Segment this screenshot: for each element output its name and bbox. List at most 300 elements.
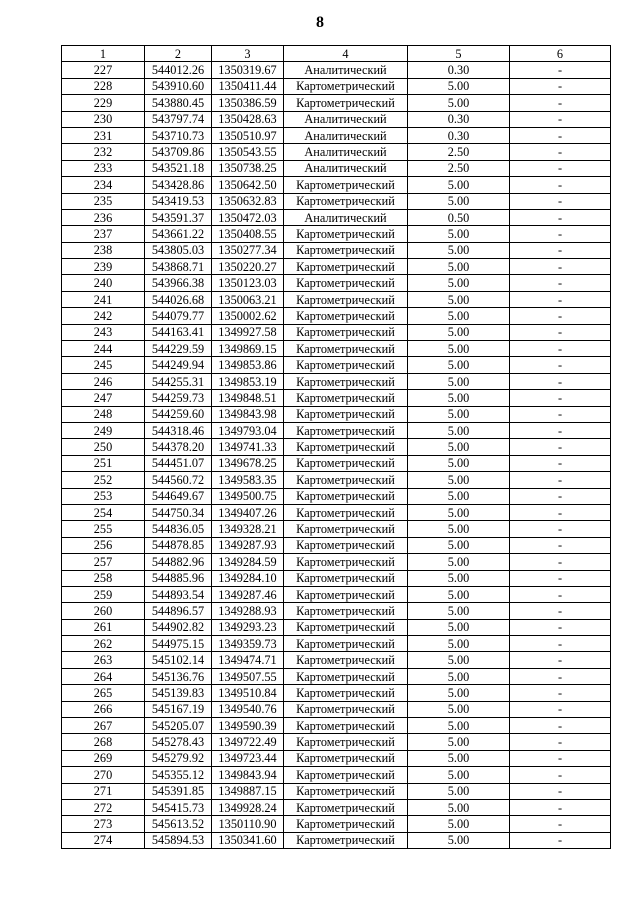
note-cell: -	[510, 324, 611, 340]
method-cell: Картометрический	[284, 324, 408, 340]
y-coordinate-cell: 1349328.21	[212, 521, 284, 537]
accuracy-cell: 5.00	[408, 78, 510, 94]
note-cell: -	[510, 799, 611, 815]
note-cell: -	[510, 406, 611, 422]
method-cell: Картометрический	[284, 685, 408, 701]
point-number-cell: 256	[62, 537, 145, 553]
accuracy-cell: 5.00	[408, 783, 510, 799]
accuracy-cell: 2.50	[408, 144, 510, 160]
accuracy-cell: 0.30	[408, 111, 510, 127]
x-coordinate-cell: 543661.22	[145, 226, 212, 242]
point-number-cell: 255	[62, 521, 145, 537]
y-coordinate-cell: 1349722.49	[212, 734, 284, 750]
x-coordinate-cell: 544560.72	[145, 472, 212, 488]
note-cell: -	[510, 832, 611, 848]
table-row	[62, 734, 611, 750]
table-row	[62, 193, 611, 209]
x-coordinate-cell: 544259.60	[145, 406, 212, 422]
table-row	[62, 799, 611, 815]
table-row	[62, 537, 611, 553]
note-cell: -	[510, 209, 611, 225]
note-cell: -	[510, 341, 611, 357]
column-header-1: 1	[62, 46, 145, 62]
point-number-cell: 229	[62, 95, 145, 111]
note-cell: -	[510, 652, 611, 668]
x-coordinate-cell: 543805.03	[145, 242, 212, 258]
method-cell: Картометрический	[284, 504, 408, 520]
table-row	[62, 406, 611, 422]
accuracy-cell: 5.00	[408, 816, 510, 832]
note-cell: -	[510, 570, 611, 586]
accuracy-cell: 5.00	[408, 308, 510, 324]
x-coordinate-cell: 545355.12	[145, 767, 212, 783]
y-coordinate-cell: 1350642.50	[212, 177, 284, 193]
point-number-cell: 249	[62, 422, 145, 438]
table-row	[62, 62, 611, 78]
point-number-cell: 240	[62, 275, 145, 291]
point-number-cell: 236	[62, 209, 145, 225]
note-cell: -	[510, 504, 611, 520]
coordinates-table	[61, 45, 611, 849]
point-number-cell: 253	[62, 488, 145, 504]
accuracy-cell: 2.50	[408, 160, 510, 176]
table-row	[62, 521, 611, 537]
note-cell: -	[510, 439, 611, 455]
x-coordinate-cell: 544451.07	[145, 455, 212, 471]
y-coordinate-cell: 1349928.24	[212, 799, 284, 815]
method-cell: Картометрический	[284, 406, 408, 422]
note-cell: -	[510, 636, 611, 652]
table-row	[62, 373, 611, 389]
y-coordinate-cell: 1350632.83	[212, 193, 284, 209]
method-cell: Картометрический	[284, 799, 408, 815]
accuracy-cell: 5.00	[408, 324, 510, 340]
note-cell: -	[510, 472, 611, 488]
table-row	[62, 422, 611, 438]
column-header-2: 2	[145, 46, 212, 62]
table-row	[62, 685, 611, 701]
y-coordinate-cell: 1349287.46	[212, 586, 284, 602]
accuracy-cell: 5.00	[408, 799, 510, 815]
accuracy-cell: 5.00	[408, 472, 510, 488]
note-cell: -	[510, 144, 611, 160]
y-coordinate-cell: 1349741.33	[212, 439, 284, 455]
table-row	[62, 783, 611, 799]
x-coordinate-cell: 543880.45	[145, 95, 212, 111]
note-cell: -	[510, 111, 611, 127]
y-coordinate-cell: 1349843.94	[212, 767, 284, 783]
note-cell: -	[510, 373, 611, 389]
x-coordinate-cell: 544079.77	[145, 308, 212, 324]
x-coordinate-cell: 545205.07	[145, 718, 212, 734]
table-row	[62, 111, 611, 127]
column-header-5: 5	[408, 46, 510, 62]
point-number-cell: 237	[62, 226, 145, 242]
x-coordinate-cell: 543428.86	[145, 177, 212, 193]
x-coordinate-cell: 544836.05	[145, 521, 212, 537]
point-number-cell: 227	[62, 62, 145, 78]
accuracy-cell: 5.00	[408, 373, 510, 389]
x-coordinate-cell: 545102.14	[145, 652, 212, 668]
y-coordinate-cell: 1350220.27	[212, 259, 284, 275]
accuracy-cell: 5.00	[408, 390, 510, 406]
point-number-cell: 245	[62, 357, 145, 373]
point-number-cell: 247	[62, 390, 145, 406]
accuracy-cell: 5.00	[408, 652, 510, 668]
accuracy-cell: 5.00	[408, 668, 510, 684]
column-header-6: 6	[510, 46, 611, 62]
method-cell: Картометрический	[284, 95, 408, 111]
note-cell: -	[510, 308, 611, 324]
y-coordinate-cell: 1349853.86	[212, 357, 284, 373]
method-cell: Картометрический	[284, 767, 408, 783]
method-cell: Картометрический	[284, 226, 408, 242]
accuracy-cell: 0.30	[408, 127, 510, 143]
method-cell: Аналитический	[284, 62, 408, 78]
y-coordinate-cell: 1349500.75	[212, 488, 284, 504]
x-coordinate-cell: 545279.92	[145, 750, 212, 766]
accuracy-cell: 5.00	[408, 636, 510, 652]
note-cell: -	[510, 685, 611, 701]
table-row	[62, 357, 611, 373]
y-coordinate-cell: 1350123.03	[212, 275, 284, 291]
x-coordinate-cell: 543868.71	[145, 259, 212, 275]
accuracy-cell: 5.00	[408, 193, 510, 209]
table-row	[62, 570, 611, 586]
accuracy-cell: 5.00	[408, 226, 510, 242]
table-row	[62, 209, 611, 225]
method-cell: Картометрический	[284, 275, 408, 291]
note-cell: -	[510, 357, 611, 373]
x-coordinate-cell: 544163.41	[145, 324, 212, 340]
x-coordinate-cell: 545167.19	[145, 701, 212, 717]
method-cell: Картометрический	[284, 177, 408, 193]
y-coordinate-cell: 1349287.93	[212, 537, 284, 553]
x-coordinate-cell: 543966.38	[145, 275, 212, 291]
table-row	[62, 816, 611, 832]
point-number-cell: 272	[62, 799, 145, 815]
note-cell: -	[510, 734, 611, 750]
accuracy-cell: 5.00	[408, 603, 510, 619]
point-number-cell: 269	[62, 750, 145, 766]
x-coordinate-cell: 545136.76	[145, 668, 212, 684]
y-coordinate-cell: 1350341.60	[212, 832, 284, 848]
method-cell: Картометрический	[284, 439, 408, 455]
accuracy-cell: 5.00	[408, 341, 510, 357]
point-number-cell: 248	[62, 406, 145, 422]
method-cell: Картометрический	[284, 357, 408, 373]
x-coordinate-cell: 545139.83	[145, 685, 212, 701]
x-coordinate-cell: 543910.60	[145, 78, 212, 94]
column-header-4: 4	[284, 46, 408, 62]
x-coordinate-cell: 545415.73	[145, 799, 212, 815]
y-coordinate-cell: 1349678.25	[212, 455, 284, 471]
accuracy-cell: 5.00	[408, 554, 510, 570]
point-number-cell: 260	[62, 603, 145, 619]
x-coordinate-cell: 543419.53	[145, 193, 212, 209]
table-row	[62, 750, 611, 766]
point-number-cell: 231	[62, 127, 145, 143]
table-row	[62, 160, 611, 176]
point-number-cell: 268	[62, 734, 145, 750]
accuracy-cell: 5.00	[408, 291, 510, 307]
y-coordinate-cell: 1349853.19	[212, 373, 284, 389]
accuracy-cell: 5.00	[408, 701, 510, 717]
point-number-cell: 251	[62, 455, 145, 471]
point-number-cell: 246	[62, 373, 145, 389]
table-row	[62, 832, 611, 848]
table-row	[62, 95, 611, 111]
note-cell: -	[510, 127, 611, 143]
point-number-cell: 259	[62, 586, 145, 602]
method-cell: Аналитический	[284, 127, 408, 143]
method-cell: Картометрический	[284, 668, 408, 684]
table-header	[62, 46, 611, 62]
y-coordinate-cell: 1349887.15	[212, 783, 284, 799]
point-number-cell: 232	[62, 144, 145, 160]
accuracy-cell: 5.00	[408, 832, 510, 848]
x-coordinate-cell: 544012.26	[145, 62, 212, 78]
point-number-cell: 264	[62, 668, 145, 684]
method-cell: Картометрический	[284, 816, 408, 832]
method-cell: Картометрический	[284, 652, 408, 668]
y-coordinate-cell: 1350319.67	[212, 62, 284, 78]
table-row	[62, 619, 611, 635]
table-row	[62, 291, 611, 307]
note-cell: -	[510, 586, 611, 602]
method-cell: Картометрический	[284, 259, 408, 275]
y-coordinate-cell: 1349583.35	[212, 472, 284, 488]
y-coordinate-cell: 1349843.98	[212, 406, 284, 422]
accuracy-cell: 5.00	[408, 734, 510, 750]
x-coordinate-cell: 545894.53	[145, 832, 212, 848]
note-cell: -	[510, 78, 611, 94]
point-number-cell: 243	[62, 324, 145, 340]
y-coordinate-cell: 1350510.97	[212, 127, 284, 143]
method-cell: Картометрический	[284, 472, 408, 488]
method-cell: Картометрический	[284, 193, 408, 209]
method-cell: Картометрический	[284, 619, 408, 635]
note-cell: -	[510, 422, 611, 438]
y-coordinate-cell: 1349723.44	[212, 750, 284, 766]
point-number-cell: 230	[62, 111, 145, 127]
column-header-3: 3	[212, 46, 284, 62]
table-row	[62, 341, 611, 357]
accuracy-cell: 0.50	[408, 209, 510, 225]
accuracy-cell: 5.00	[408, 95, 510, 111]
y-coordinate-cell: 1350428.63	[212, 111, 284, 127]
method-cell: Картометрический	[284, 734, 408, 750]
x-coordinate-cell: 544975.15	[145, 636, 212, 652]
x-coordinate-cell: 544259.73	[145, 390, 212, 406]
x-coordinate-cell: 543591.37	[145, 209, 212, 225]
note-cell: -	[510, 701, 611, 717]
note-cell: -	[510, 783, 611, 799]
method-cell: Картометрический	[284, 570, 408, 586]
note-cell: -	[510, 193, 611, 209]
note-cell: -	[510, 177, 611, 193]
y-coordinate-cell: 1349359.73	[212, 636, 284, 652]
table-row	[62, 652, 611, 668]
accuracy-cell: 5.00	[408, 455, 510, 471]
note-cell: -	[510, 554, 611, 570]
accuracy-cell: 5.00	[408, 177, 510, 193]
note-cell: -	[510, 603, 611, 619]
x-coordinate-cell: 544902.82	[145, 619, 212, 635]
x-coordinate-cell: 544249.94	[145, 357, 212, 373]
point-number-cell: 270	[62, 767, 145, 783]
y-coordinate-cell: 1350472.03	[212, 209, 284, 225]
accuracy-cell: 5.00	[408, 259, 510, 275]
x-coordinate-cell: 544896.57	[145, 603, 212, 619]
x-coordinate-cell: 545278.43	[145, 734, 212, 750]
note-cell: -	[510, 488, 611, 504]
y-coordinate-cell: 1350411.44	[212, 78, 284, 94]
y-coordinate-cell: 1350738.25	[212, 160, 284, 176]
table-row	[62, 275, 611, 291]
point-number-cell: 257	[62, 554, 145, 570]
x-coordinate-cell: 544229.59	[145, 341, 212, 357]
method-cell: Картометрический	[284, 291, 408, 307]
y-coordinate-cell: 1349284.10	[212, 570, 284, 586]
table-row	[62, 144, 611, 160]
x-coordinate-cell: 544882.96	[145, 554, 212, 570]
accuracy-cell: 5.00	[408, 275, 510, 291]
note-cell: -	[510, 750, 611, 766]
table-row	[62, 701, 611, 717]
note-cell: -	[510, 226, 611, 242]
x-coordinate-cell: 544255.31	[145, 373, 212, 389]
note-cell: -	[510, 242, 611, 258]
accuracy-cell: 0.30	[408, 62, 510, 78]
point-number-cell: 233	[62, 160, 145, 176]
note-cell: -	[510, 275, 611, 291]
table-row	[62, 603, 611, 619]
method-cell: Картометрический	[284, 636, 408, 652]
note-cell: -	[510, 160, 611, 176]
note-cell: -	[510, 521, 611, 537]
point-number-cell: 252	[62, 472, 145, 488]
point-number-cell: 263	[62, 652, 145, 668]
accuracy-cell: 5.00	[408, 439, 510, 455]
accuracy-cell: 5.00	[408, 685, 510, 701]
accuracy-cell: 5.00	[408, 537, 510, 553]
y-coordinate-cell: 1349284.59	[212, 554, 284, 570]
table-row	[62, 455, 611, 471]
table-row	[62, 259, 611, 275]
x-coordinate-cell: 544750.34	[145, 504, 212, 520]
note-cell: -	[510, 816, 611, 832]
accuracy-cell: 5.00	[408, 488, 510, 504]
table-row	[62, 718, 611, 734]
table-row	[62, 586, 611, 602]
method-cell: Картометрический	[284, 554, 408, 570]
x-coordinate-cell: 543797.74	[145, 111, 212, 127]
accuracy-cell: 5.00	[408, 619, 510, 635]
accuracy-cell: 5.00	[408, 504, 510, 520]
accuracy-cell: 5.00	[408, 357, 510, 373]
method-cell: Картометрический	[284, 242, 408, 258]
x-coordinate-cell: 545613.52	[145, 816, 212, 832]
table-row	[62, 554, 611, 570]
method-cell: Аналитический	[284, 144, 408, 160]
y-coordinate-cell: 1349407.26	[212, 504, 284, 520]
y-coordinate-cell: 1349869.15	[212, 341, 284, 357]
note-cell: -	[510, 390, 611, 406]
y-coordinate-cell: 1350002.62	[212, 308, 284, 324]
accuracy-cell: 5.00	[408, 406, 510, 422]
x-coordinate-cell: 543521.18	[145, 160, 212, 176]
table-row	[62, 177, 611, 193]
table-row	[62, 78, 611, 94]
table-row	[62, 472, 611, 488]
method-cell: Аналитический	[284, 111, 408, 127]
table-row	[62, 242, 611, 258]
method-cell: Картометрический	[284, 422, 408, 438]
accuracy-cell: 5.00	[408, 422, 510, 438]
y-coordinate-cell: 1349793.04	[212, 422, 284, 438]
x-coordinate-cell: 543710.73	[145, 127, 212, 143]
y-coordinate-cell: 1349510.84	[212, 685, 284, 701]
y-coordinate-cell: 1350277.34	[212, 242, 284, 258]
y-coordinate-cell: 1349848.51	[212, 390, 284, 406]
method-cell: Картометрический	[284, 373, 408, 389]
method-cell: Картометрический	[284, 718, 408, 734]
method-cell: Аналитический	[284, 209, 408, 225]
y-coordinate-cell: 1349540.76	[212, 701, 284, 717]
table-row	[62, 636, 611, 652]
x-coordinate-cell: 544878.85	[145, 537, 212, 553]
method-cell: Картометрический	[284, 521, 408, 537]
method-cell: Картометрический	[284, 78, 408, 94]
point-number-cell: 261	[62, 619, 145, 635]
note-cell: -	[510, 767, 611, 783]
x-coordinate-cell: 544649.67	[145, 488, 212, 504]
note-cell: -	[510, 668, 611, 684]
note-cell: -	[510, 718, 611, 734]
x-coordinate-cell: 545391.85	[145, 783, 212, 799]
x-coordinate-cell: 544318.46	[145, 422, 212, 438]
method-cell: Картометрический	[284, 455, 408, 471]
x-coordinate-cell: 544378.20	[145, 439, 212, 455]
x-coordinate-cell: 543709.86	[145, 144, 212, 160]
x-coordinate-cell: 544885.96	[145, 570, 212, 586]
point-number-cell: 274	[62, 832, 145, 848]
point-number-cell: 244	[62, 341, 145, 357]
point-number-cell: 228	[62, 78, 145, 94]
method-cell: Картометрический	[284, 750, 408, 766]
y-coordinate-cell: 1349507.55	[212, 668, 284, 684]
note-cell: -	[510, 95, 611, 111]
y-coordinate-cell: 1350408.55	[212, 226, 284, 242]
table-row	[62, 127, 611, 143]
accuracy-cell: 5.00	[408, 242, 510, 258]
y-coordinate-cell: 1350110.90	[212, 816, 284, 832]
point-number-cell: 241	[62, 291, 145, 307]
note-cell: -	[510, 259, 611, 275]
accuracy-cell: 5.00	[408, 767, 510, 783]
y-coordinate-cell: 1349927.58	[212, 324, 284, 340]
method-cell: Картометрический	[284, 701, 408, 717]
point-number-cell: 250	[62, 439, 145, 455]
note-cell: -	[510, 455, 611, 471]
method-cell: Картометрический	[284, 341, 408, 357]
note-cell: -	[510, 62, 611, 78]
method-cell: Картометрический	[284, 783, 408, 799]
method-cell: Аналитический	[284, 160, 408, 176]
note-cell: -	[510, 291, 611, 307]
y-coordinate-cell: 1350063.21	[212, 291, 284, 307]
